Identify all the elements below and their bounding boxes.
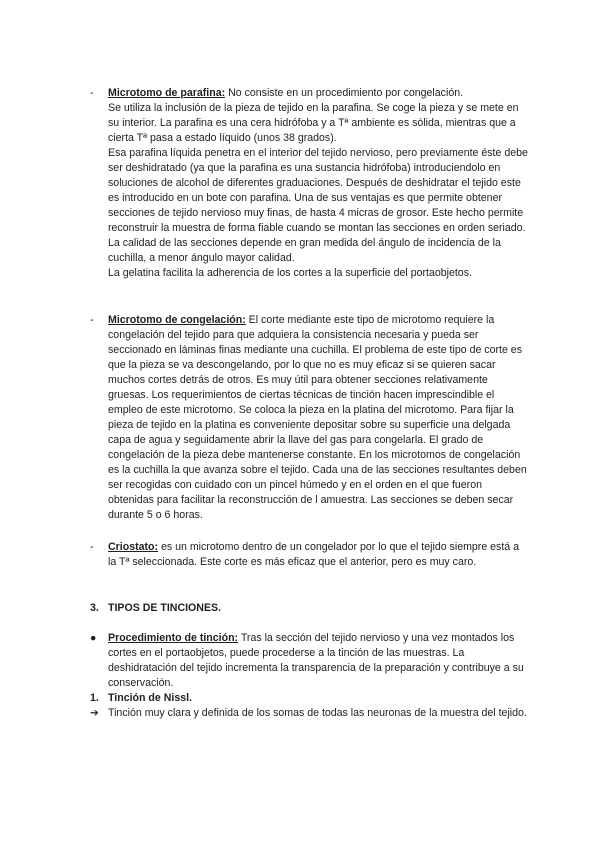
parafina-paragraph-3: La calidad de las secciones depende en gran medida del ángulo de incidencia de la cuchilla, a menor ángulo mayor calidad.	[108, 237, 501, 264]
section-microtomo-parafina	[90, 86, 530, 281]
heading-number: 1.	[90, 692, 99, 704]
parafina-paragraph-4: La gelatina facilita la adherencia de los cortes a la superficie del portaobjetos.	[108, 267, 472, 279]
congelacion-text: El corte mediante este tipo de microtomo requiere la congelación del tejido para que adquiera la consistencia necesaria y pueda ser seccionado en láminas finas mediante una cuchilla. El problema de este tipo de corte es que la pieza se va descongelando, por lo que no es muy eficaz si se quieren sacar muchos cortes detrás de otros. Es muy útil para obtener secciones relativamente gruesas. Los requerimientos de ciertas técnicas de tinción hacen imprescindible el empleo de este microtomo. Se coloca la pieza en la platina del microtomo. Para fijar la pieza de tejido en la platina es conveniente depositar sobre su superficie una delgada capa de agua y seguidamente abrir la llave del gas para congelarla. El grado de congelación de la pieza debe mantenerse constante. En los microtomos de congelación es la cuchilla la que avanza sobre el tejido. Cada una de las secciones resultantes deben ser recogidas con cuidado con un pincel húmedo y en el orden en el que fueron obtenidas para facilitar la reconstrucción de l amuestra. Las secciones se deben secar durante 5 o 6 horas.	[108, 314, 527, 521]
term-microtomo-parafina: Microtomo de parafina:	[108, 87, 226, 99]
arrow-right-icon: ➔	[90, 707, 99, 719]
nissl-heading-text: Tinción de Nissl.	[108, 692, 192, 704]
congelacion-paragraph	[108, 313, 530, 523]
nissl-description-text: Tinción muy clara y definida de los somas de todas las neuronas de la muestra del tejido.	[108, 707, 527, 719]
heading-number: 3.	[90, 602, 99, 614]
list-marker-dash: -	[90, 541, 94, 553]
list-marker-dash: -	[90, 87, 94, 99]
parafina-intro: No consiste en un procedimiento por congelación.	[225, 87, 464, 99]
section-criostato	[90, 540, 530, 570]
criostato-text: es un microtomo dentro de un congelador por lo que el tejido siempre está a la Tª seleccionada. Este corte es más eficaz que el anterior, pero es muy caro.	[108, 541, 520, 568]
parafina-paragraph-1: Se utiliza la inclusión de la pieza de tejido en la parafina. Se coge la pieza y se mete en su interior. La parafina es una cera hidrófoba y a Tª ambiente es sólida, mientras que a cierta Tª pasa a estado líquido (unos 38 grados).	[108, 102, 519, 144]
term-criostato: Criostato:	[108, 541, 159, 553]
bullet-icon: ●	[90, 632, 97, 644]
list-marker-dash: -	[90, 314, 94, 326]
section-nissl-description	[90, 706, 530, 721]
heading-tincion-nissl	[90, 691, 530, 706]
term-microtomo-congelacion: Microtomo de congelación:	[108, 314, 246, 326]
parafina-paragraph-2: Esa parafina líquida penetra en el interior del tejido nervioso, pero previamente éste debe ser deshidratado (ya que la parafina es una sustancia hidrófoba) introduciendolo en soluciones de alcohol de diferentes graduaciones. Después de deshidratar el tejido este es introducido en un bote con parafina. Una de sus ventajas es que permite obtener secciones de tejido nervioso muy finas, de hasta 4 micras de grosor. Este hecho permite reconstruir la muestra de forma fiable cuando se montan las secciones en orden seriado.	[108, 147, 528, 234]
procedimiento-paragraph	[108, 631, 530, 691]
parafina-first-line	[108, 86, 530, 101]
criostato-paragraph	[108, 540, 530, 570]
term-procedimiento-tincion: Procedimiento de tinción:	[108, 632, 239, 644]
section-microtomo-congelacion	[90, 313, 530, 523]
heading-text: TIPOS DE TINCIONES.	[108, 602, 222, 614]
procedimiento-text: Tras la sección del tejido nervioso y una vez montados los cortes en el portaobjetos, puede procederse a la tinción de las muestras. La deshidratación del tejido incrementa la transparencia de la preparación y contribuye a su conservación.	[108, 632, 524, 689]
section-procedimiento-tincion	[90, 631, 530, 691]
heading-tipos-tinciones	[90, 601, 530, 616]
